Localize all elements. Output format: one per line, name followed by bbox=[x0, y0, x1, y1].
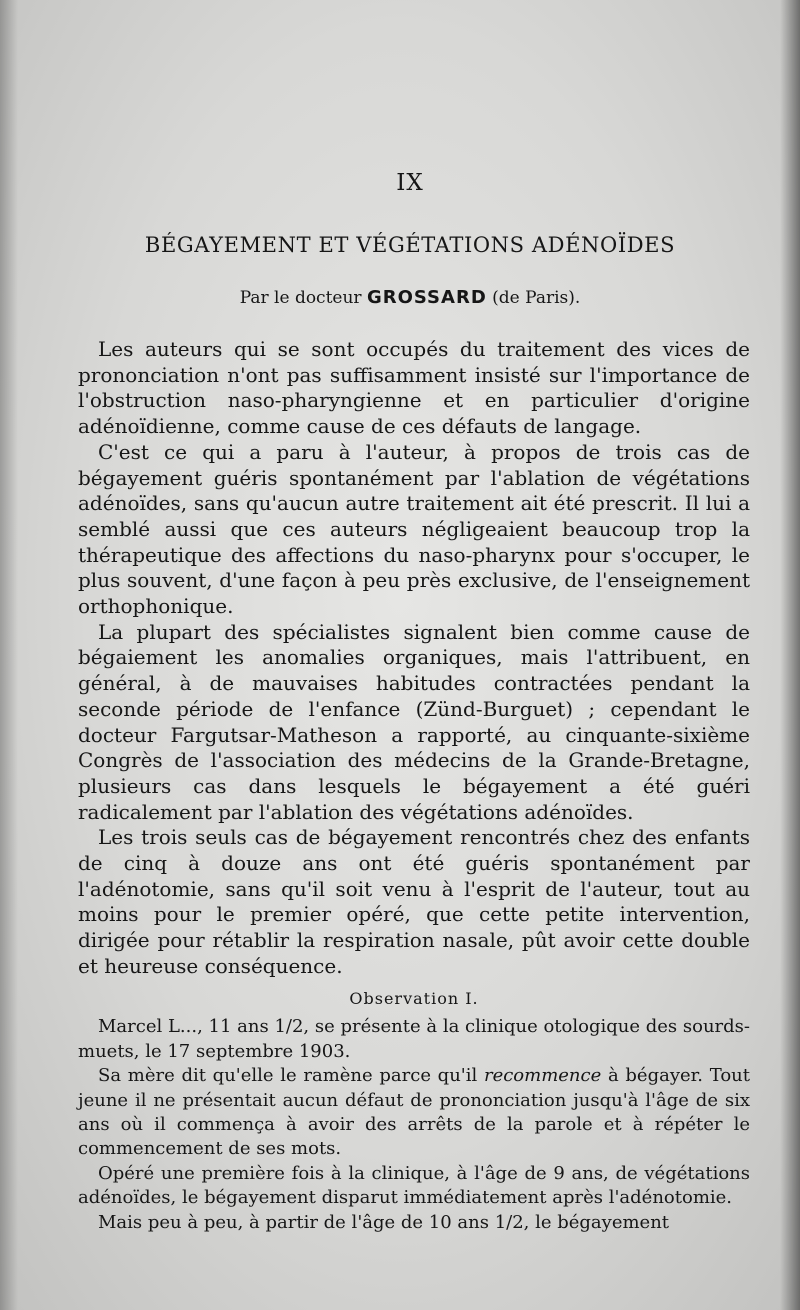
byline-prefix: Par le docteur bbox=[239, 288, 362, 308]
article-body bbox=[78, 337, 750, 1235]
page-title: BÉGAYEMENT ET VÉGÉTATIONS ADÉNOÏDES bbox=[144, 233, 676, 257]
paragraph: Les auteurs qui se sont occupés du traitement des vices de prononciation n'ont pas suffisamment insisté sur l'importance de l'obstruction naso-pharyngienne et en particulier d'origine adénoïdienne, comme cause de ces défauts de langage. bbox=[78, 337, 750, 439]
observation-paragraph: Marcel L..., 11 ans 1/2, se présente à la clinique otologique des sourds-muets, le 17 septembre 1903. bbox=[78, 1016, 750, 1062]
chapter-number: IX bbox=[396, 170, 424, 196]
author-name: GROSSARD bbox=[366, 287, 487, 308]
binding-shadow bbox=[0, 0, 18, 1310]
observation-paragraph: Opéré une première fois à la clinique, à l'âge de 9 ans, de végétations adénoïdes, le bégayement disparut immédiatement après l'adénotomie. bbox=[78, 1162, 750, 1209]
observation-heading: Observation I. bbox=[349, 988, 479, 1008]
paragraph: C'est ce qui a paru à l'auteur, à propos de trois cas de bégayement guéris spontanément par l'ablation de végétations adénoïdes, sans qu'aucun autre traitement ait été prescrit. Il lui a semblé aussi que ces auteurs négligeaient beaucoup trop la thérapeutique des affections du naso-pharynx pour s'occuper, le plus souvent, d'une façon à peu près exclusive, de l'enseignement orthophonique. bbox=[78, 439, 750, 619]
byline bbox=[0, 287, 800, 308]
paragraph: Les trois seuls cas de bégayement rencontrés chez des enfants de cinq à douze ans ont été guéris spontanément par l'adénotomie, sans qu'il soit venu à l'esprit de l'auteur, tout au moins pour le premier opéré, que cette petite intervention, dirigée pour rétablir la respiration nasale, pût avoir cette double et heureuse conséquence. bbox=[78, 825, 750, 978]
observation-text: à bégayer. Tout jeune il ne présentait aucun défaut de prononciation jusqu'à l'âge de six ans où il commença à avoir des arrêts de la parole et à répéter le commencement de ses mots. bbox=[78, 1065, 750, 1160]
observation-paragraph: Mais peu à peu, à partir de l'âge de 10 ans 1/2, le bégayement bbox=[98, 1211, 670, 1233]
observation-paragraph bbox=[78, 1064, 750, 1162]
paragraph: La plupart des spécialistes signalent bien comme cause de bégaiement les anomalies organiques, mais l'attribuent, en général, à de mauvaises habitudes contractées pendant la seconde période de l'enfance (Zünd-Burguet) ; cependant le docteur Fargutsar-Matheson a rapporté, au cinquante-sixième Congrès de l'association des médecins de la Grande-Bretagne, plusieurs cas dans lesquels le bégayement a été guéri radicalement par l'ablation des végétations adénoïdes. bbox=[78, 619, 750, 824]
observation-text: Sa mère dit qu'elle le ramène parce qu'il bbox=[98, 1065, 484, 1087]
byline-suffix: (de Paris). bbox=[492, 288, 581, 308]
observation-italic-text: recommence bbox=[483, 1065, 602, 1087]
observation-block bbox=[78, 1015, 750, 1235]
